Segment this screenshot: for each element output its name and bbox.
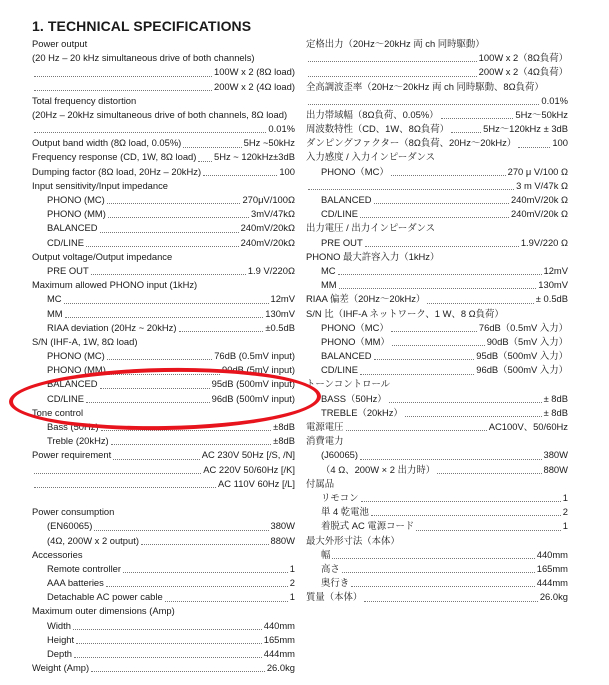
dot-leader — [203, 174, 277, 176]
spec-label: BALANCED — [321, 350, 372, 362]
spec-value: 270 μ V/100 Ω — [507, 165, 568, 177]
spec-value: 1 — [289, 591, 295, 603]
spec-row — [32, 80, 295, 94]
spec-row — [32, 292, 295, 306]
spec-label: PRE OUT — [321, 236, 363, 248]
spec-value: 90dB (5mV input) — [222, 364, 295, 376]
spec-label: 全高調波歪率（20Hz～20kHz 両 ch 同時駆動、8Ω負荷） — [306, 80, 544, 92]
spec-heading — [306, 534, 568, 548]
spec-value: 90dB（5mV 入力） — [486, 335, 568, 347]
spec-row — [306, 236, 568, 250]
spec-label: BALANCED — [47, 222, 98, 234]
spec-label: (J60065) — [321, 449, 359, 461]
spec-row — [306, 363, 568, 377]
spec-heading — [306, 250, 568, 264]
spec-label: PHONO (MC) — [47, 350, 105, 362]
spec-value: AC 110V 60Hz [/L] — [218, 477, 295, 489]
spec-row — [32, 434, 295, 448]
dot-leader — [405, 415, 542, 417]
spec-label: 最大外形寸法（本体） — [306, 534, 400, 546]
spec-value: ±0.5dB — [265, 321, 295, 333]
spec-label: Power consumption — [32, 506, 115, 518]
dot-leader — [108, 216, 249, 218]
spec-heading — [306, 307, 568, 321]
spec-label: Accessories — [32, 548, 83, 560]
dot-leader — [86, 401, 210, 403]
dot-leader — [34, 131, 266, 133]
spec-label: トーンコントロール — [306, 378, 391, 390]
spec-row — [32, 236, 295, 250]
spec-heading — [32, 605, 295, 619]
spec-label: (20 Hz – 20 kHz simultaneous drive of both channels) — [32, 52, 255, 64]
dot-leader — [360, 373, 474, 375]
spec-row — [32, 65, 295, 79]
spec-row — [306, 51, 568, 65]
spec-heading — [32, 548, 295, 562]
spec-value: 440mm — [536, 548, 568, 560]
spec-value: 5Hz ~50kHz — [243, 137, 295, 149]
spec-row — [32, 477, 295, 491]
spec-row — [306, 505, 568, 519]
spec-heading — [32, 37, 295, 51]
spec-label: TREBLE（20kHz） — [321, 406, 403, 418]
spec-label: PHONO (MC) — [47, 194, 105, 206]
dot-leader — [100, 387, 210, 389]
dot-leader — [451, 131, 481, 133]
spec-heading — [32, 505, 295, 519]
spec-row — [306, 463, 568, 477]
spec-label: (20Hz – 20kHz simultaneous drive of both channels, 8Ω load) — [32, 108, 288, 120]
dot-leader — [34, 486, 216, 488]
spec-value: 1 — [562, 491, 568, 503]
spec-label: ダンピングファクター（8Ω負荷、20Hz～20kHz） — [306, 137, 517, 149]
dot-leader — [391, 330, 477, 332]
dot-leader — [165, 600, 288, 602]
spec-label: PHONO（MC） — [321, 165, 389, 177]
spec-value: 12mV — [270, 293, 295, 305]
spec-row — [32, 661, 295, 675]
dot-leader — [360, 458, 541, 460]
spec-value: 3 m V/47k Ω — [516, 179, 568, 191]
spec-value: 380W — [543, 449, 568, 461]
spec-value: 5Hz～50kHz — [515, 108, 568, 120]
dot-leader — [73, 628, 262, 630]
spec-heading — [306, 477, 568, 491]
spec-row — [306, 122, 568, 136]
dot-leader — [179, 330, 264, 332]
dot-leader — [100, 231, 239, 233]
spec-value: 130mV — [538, 279, 568, 291]
spec-value: 380W — [270, 520, 295, 532]
spec-label: Weight (Amp) — [32, 662, 90, 674]
dot-leader — [361, 500, 561, 502]
spec-row — [32, 207, 295, 221]
spec-label: PHONO（MC） — [321, 321, 389, 333]
spec-label: CD/LINE — [47, 236, 84, 248]
spec-row — [32, 647, 295, 661]
spec-row — [306, 165, 568, 179]
spec-label: 出力帯域幅（8Ω負荷、0.05%） — [306, 108, 439, 120]
spec-label: 出力電圧 / 出力インピーダンス — [306, 222, 436, 234]
dot-leader — [74, 656, 262, 658]
spec-row — [32, 392, 295, 406]
dot-leader — [308, 188, 514, 190]
dot-leader — [113, 458, 200, 460]
dot-leader — [76, 642, 262, 644]
dot-leader — [111, 443, 272, 445]
spec-label: Tone control — [32, 406, 84, 418]
spec-row — [32, 619, 295, 633]
dot-leader — [416, 529, 561, 531]
spec-label: 幅 — [321, 548, 331, 560]
spec-value: 1 — [289, 562, 295, 574]
spec-value: 96dB (500mV input) — [211, 392, 295, 404]
spec-value: 100W x 2 (8Ω load) — [213, 66, 295, 78]
dot-leader — [389, 401, 542, 403]
spec-value: 2 — [562, 506, 568, 518]
dot-leader — [107, 202, 241, 204]
spec-label: PRE OUT — [47, 264, 89, 276]
dot-leader — [342, 571, 535, 573]
spec-label: 電源電圧 — [306, 421, 344, 433]
spec-label: 付属品 — [306, 477, 335, 489]
spec-gap — [32, 491, 295, 505]
dot-leader — [65, 316, 264, 318]
dot-leader — [34, 75, 212, 77]
spec-row — [32, 420, 295, 434]
dot-leader — [86, 245, 239, 247]
spec-heading — [306, 378, 568, 392]
spec-label: RIAA 偏差（20Hz～20kHz） — [306, 293, 426, 305]
spec-value: AC100V、50/60Hz — [488, 421, 568, 433]
dot-leader — [183, 146, 241, 148]
spec-label: 周波数特性（CD、1W、8Ω負荷） — [306, 123, 449, 135]
dot-leader — [371, 514, 561, 516]
spec-label: MC — [321, 264, 336, 276]
spec-heading — [32, 179, 295, 193]
spec-label: Output voltage/Output impedance — [32, 250, 173, 262]
dot-leader — [360, 216, 509, 218]
spec-value: 5Hz ~ 120kHz±3dB — [214, 151, 295, 163]
spec-row — [306, 278, 568, 292]
spec-label: リモコン — [321, 491, 359, 503]
spec-row — [306, 94, 568, 108]
spec-row — [306, 179, 568, 193]
dot-leader — [518, 146, 550, 148]
spec-label: Maximum allowed PHONO input (1kHz) — [32, 279, 198, 291]
spec-heading — [32, 250, 295, 264]
spec-label: PHONO (MM) — [47, 208, 106, 220]
spec-value: 95dB (500mV input) — [211, 378, 295, 390]
spec-label: CD/LINE — [321, 208, 358, 220]
spec-label: （4 Ω、200W × 2 出力時） — [321, 463, 436, 475]
spec-label: 消費電力 — [306, 435, 344, 447]
spec-label: MM — [321, 279, 337, 291]
spec-label: Remote controller — [47, 562, 121, 574]
spec-value: 440mm — [263, 619, 295, 631]
spec-label: 入力感度 / 入力インピーダンス — [306, 151, 436, 163]
dot-leader — [101, 429, 272, 431]
spec-value: 12mV — [543, 264, 568, 276]
spec-row — [32, 221, 295, 235]
spec-row — [32, 633, 295, 647]
spec-value: 2 — [289, 577, 295, 589]
spec-label: CD/LINE — [47, 392, 84, 404]
dot-leader — [392, 344, 485, 346]
spec-value: 200W x 2（4Ω負荷） — [478, 66, 568, 78]
dot-leader — [108, 373, 220, 375]
spec-row — [306, 590, 568, 604]
spec-row — [32, 321, 295, 335]
spec-label: Treble (20kHz) — [47, 435, 109, 447]
spec-heading — [32, 335, 295, 349]
spec-label: AAA batteries — [47, 577, 104, 589]
spec-label: 質量（本体） — [306, 591, 363, 603]
page-title: 1. TECHNICAL SPECIFICATIONS — [32, 18, 252, 34]
spec-heading — [32, 108, 295, 122]
dot-leader — [34, 472, 201, 474]
spec-heading — [32, 278, 295, 292]
dot-leader — [374, 358, 475, 360]
dot-leader — [365, 245, 519, 247]
spec-label: Power requirement — [32, 449, 112, 461]
spec-value: 165mm — [536, 562, 568, 574]
spec-label: CD/LINE — [321, 364, 358, 376]
spec-value: 165mm — [263, 633, 295, 645]
dot-leader — [34, 89, 212, 91]
spec-label: MM — [47, 307, 63, 319]
spec-row — [32, 122, 295, 136]
spec-label: Output band width (8Ω load, 0.05%) — [32, 137, 182, 149]
spec-value: 1.9V/220 Ω — [520, 236, 568, 248]
dot-leader — [94, 529, 268, 531]
spec-label: MC — [47, 293, 62, 305]
dot-leader — [308, 60, 477, 62]
dot-leader — [107, 358, 212, 360]
spec-row — [32, 590, 295, 604]
spec-row — [306, 292, 568, 306]
spec-value: 76dB（0.5mV 入力） — [478, 321, 568, 333]
spec-row — [306, 406, 568, 420]
spec-value: 0.01% — [541, 94, 568, 106]
dot-leader — [308, 75, 477, 77]
spec-value: 240mV/20kΩ — [240, 236, 295, 248]
spec-row — [32, 349, 295, 363]
spec-label: (EN60065) — [47, 520, 93, 532]
spec-heading — [306, 37, 568, 51]
spec-row — [306, 392, 568, 406]
spec-row — [32, 576, 295, 590]
spec-row — [32, 136, 295, 150]
spec-column-english — [32, 37, 295, 675]
dot-leader — [441, 117, 514, 119]
spec-value: 76dB (0.5mV input) — [214, 350, 295, 362]
spec-label: 着脱式 AC 電源コード — [321, 520, 415, 532]
dot-leader — [106, 585, 288, 587]
spec-row — [32, 151, 295, 165]
dot-leader — [364, 600, 538, 602]
spec-value: 880W — [270, 534, 295, 546]
dot-leader — [198, 160, 212, 162]
spec-label: Width — [47, 619, 71, 631]
spec-row — [306, 420, 568, 434]
spec-value: ±8dB — [273, 435, 295, 447]
spec-row — [32, 562, 295, 576]
spec-value: 130mV — [265, 307, 295, 319]
spec-row — [32, 519, 295, 533]
dot-leader — [338, 273, 542, 275]
spec-heading — [306, 151, 568, 165]
spec-value: 100 — [279, 165, 295, 177]
spec-label: PHONO（MM） — [321, 335, 390, 347]
spec-row — [306, 321, 568, 335]
spec-label: 奥行き — [321, 577, 350, 589]
dot-leader — [427, 302, 533, 304]
dot-leader — [91, 670, 265, 672]
spec-value: ± 0.5dB — [535, 293, 568, 305]
spec-row — [32, 448, 295, 462]
spec-label: BASS（50Hz） — [321, 392, 387, 404]
spec-label: Input sensitivity/Input impedance — [32, 179, 169, 191]
spec-value: 26.0kg — [266, 662, 295, 674]
spec-value: 444mm — [536, 577, 568, 589]
spec-value: 1.9 V/220Ω — [247, 264, 295, 276]
dot-leader — [64, 302, 269, 304]
spec-value: AC 230V 50Hz [/S, /N] — [201, 449, 295, 461]
spec-label: S/N 比（IHF-A ネットワーク、1 W、8 Ω負荷） — [306, 307, 504, 319]
spec-row — [306, 193, 568, 207]
spec-label: RIAA deviation (20Hz ~ 20kHz) — [47, 321, 177, 333]
spec-heading — [306, 80, 568, 94]
dot-leader — [437, 472, 541, 474]
dot-leader — [91, 273, 246, 275]
spec-row — [306, 108, 568, 122]
spec-value: ± 8dB — [543, 392, 568, 404]
dot-leader — [374, 202, 509, 204]
spec-label: (4Ω, 200W x 2 output) — [47, 534, 139, 546]
spec-label: 定格出力（20Hz～20kHz 両 ch 同時駆動） — [306, 37, 485, 49]
spec-value: AC 220V 50/60Hz [/K] — [203, 463, 295, 475]
spec-row — [306, 335, 568, 349]
spec-label: Maximum outer dimensions (Amp) — [32, 605, 175, 617]
spec-row — [32, 165, 295, 179]
spec-column-japanese — [306, 37, 568, 605]
dot-leader — [339, 287, 537, 289]
spec-row — [306, 65, 568, 79]
spec-heading — [32, 406, 295, 420]
dot-leader — [123, 571, 288, 573]
spec-label: Power output — [32, 37, 88, 49]
spec-value: 3mV/47kΩ — [250, 208, 295, 220]
spec-value: 200W x 2 (4Ω load) — [213, 80, 295, 92]
spec-row — [32, 363, 295, 377]
spec-label: PHONO 最大許容入力（1kHz） — [306, 250, 440, 262]
spec-row — [32, 378, 295, 392]
spec-row — [306, 576, 568, 590]
spec-row — [32, 534, 295, 548]
spec-label: BALANCED — [321, 194, 372, 206]
spec-label: Depth — [47, 648, 73, 660]
spec-value: 100 — [552, 137, 568, 149]
spec-value: 240mV/20k Ω — [510, 208, 568, 220]
spec-label: BALANCED — [47, 378, 98, 390]
dot-leader — [308, 103, 539, 105]
spec-label: Detachable AC power cable — [47, 591, 163, 603]
spec-row — [306, 448, 568, 462]
spec-heading — [32, 94, 295, 108]
spec-row — [32, 463, 295, 477]
spec-row — [306, 519, 568, 533]
spec-label: Frequency response (CD, 1W, 8Ω load) — [32, 151, 197, 163]
spec-heading — [306, 434, 568, 448]
spec-value: 270μV/100Ω — [242, 194, 295, 206]
spec-heading — [306, 221, 568, 235]
spec-row — [306, 207, 568, 221]
spec-row — [306, 491, 568, 505]
spec-value: 880W — [543, 463, 568, 475]
dot-leader — [351, 585, 535, 587]
spec-value: 95dB（500mV 入力） — [476, 350, 568, 362]
spec-label: PHONO (MM) — [47, 364, 106, 376]
spec-label: Height — [47, 633, 75, 645]
spec-label: Dumping factor (8Ω load, 20Hz – 20kHz) — [32, 165, 202, 177]
spec-value: 240mV/20kΩ — [240, 222, 295, 234]
dot-leader — [346, 429, 487, 431]
spec-value: ±8dB — [273, 421, 295, 433]
spec-value: 240mV/20k Ω — [510, 194, 568, 206]
spec-value: 444mm — [263, 648, 295, 660]
spec-row — [32, 307, 295, 321]
spec-row — [306, 548, 568, 562]
spec-value: ± 8dB — [543, 406, 568, 418]
spec-value: 1 — [562, 520, 568, 532]
spec-row — [306, 562, 568, 576]
spec-row — [306, 264, 568, 278]
spec-value: 0.01% — [268, 123, 295, 135]
spec-row — [306, 349, 568, 363]
spec-label: Total frequency distortion — [32, 94, 137, 106]
spec-row — [32, 193, 295, 207]
dot-leader — [391, 174, 506, 176]
dot-leader — [332, 557, 534, 559]
spec-heading — [32, 51, 295, 65]
spec-label: S/N (IHF-A, 1W, 8Ω load) — [32, 335, 138, 347]
spec-value: 100W x 2（8Ω負荷） — [478, 52, 568, 64]
spec-row — [32, 264, 295, 278]
spec-label: 単 4 乾電池 — [321, 506, 369, 518]
spec-value: 26.0kg — [539, 591, 568, 603]
spec-row — [306, 136, 568, 150]
spec-label: 高さ — [321, 562, 340, 574]
spec-value: 5Hz～120kHz ± 3dB — [483, 123, 568, 135]
spec-value: 96dB（500mV 入力） — [476, 364, 568, 376]
dot-leader — [141, 543, 269, 545]
spec-label: Bass (50Hz) — [47, 421, 99, 433]
